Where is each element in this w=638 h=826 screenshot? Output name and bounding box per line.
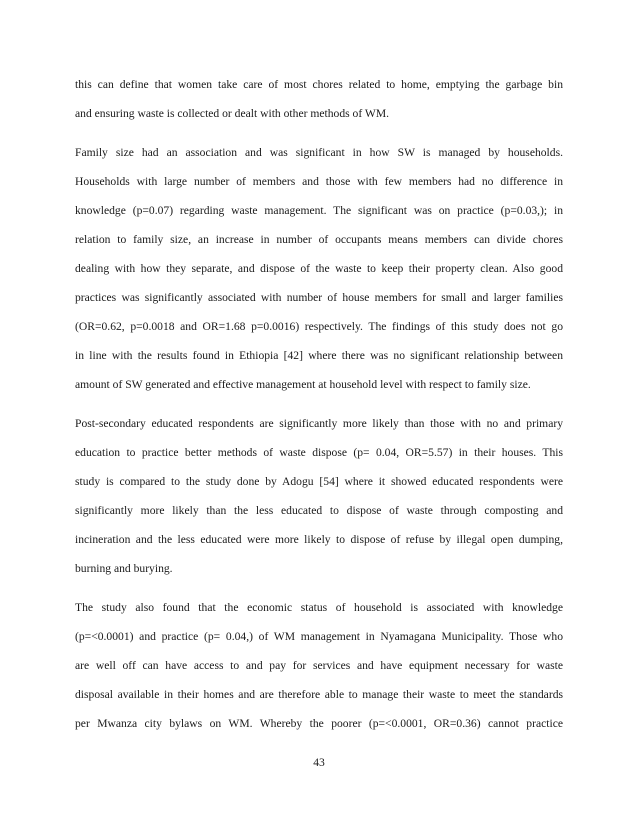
text-line: study is compared to the study done by Adogu [54] where it showed educated respondents were [75, 475, 563, 488]
text-line: in line with the results found in Ethiopia [42] where there was no significant relationship between [75, 349, 563, 362]
text-line: (OR=0.62, p=0.0018 and OR=1.68 p=0.0016) respectively. The findings of this study does not go [75, 320, 563, 333]
text-line: burning and burying. [75, 562, 173, 575]
page-number: 43 [313, 756, 325, 769]
text-line: this can define that women take care of most chores related to home, emptying the garbage bin [75, 78, 563, 91]
paragraph-education [75, 409, 563, 583]
text-line: Post-secondary educated respondents are significantly more likely than those with no and primary [75, 417, 563, 430]
text-line: amount of SW generated and effective management at household level with respect to family size. [75, 378, 531, 391]
text-line: The study also found that the economic status of household is associated with knowledge [75, 601, 563, 614]
text-line: relation to family size, an increase in number of occupants means members can divide chores [75, 233, 563, 246]
text-line: are well off can have access to and pay for services and have equipment necessary for waste [75, 659, 563, 672]
paragraph-family-size [75, 138, 563, 399]
text-line: incineration and the less educated were more likely to dispose of refuse by illegal open dumping, [75, 533, 563, 546]
text-line: significantly more likely than the less educated to dispose of waste through composting and [75, 504, 563, 517]
text-line: practices was significantly associated with number of house members for small and larger families [75, 291, 563, 304]
text-line: Households with large number of members and those with few members had no difference in [75, 175, 563, 188]
text-line: disposal available in their homes and are therefore able to manage their waste to meet the standards [75, 688, 563, 701]
text-line: Family size had an association and was significant in how SW is managed by households. [75, 146, 563, 159]
body-text [75, 70, 563, 748]
text-line: per Mwanza city bylaws on WM. Whereby the poorer (p=<0.0001, OR=0.36) cannot practice [75, 717, 563, 730]
text-line: (p=<0.0001) and practice (p= 0.04,) of WM management in Nyamagana Municipality. Those who [75, 630, 563, 643]
paragraph-economic-status [75, 593, 563, 738]
text-line: knowledge (p=0.07) regarding waste management. The significant was on practice (p=0.03,); in [75, 204, 563, 217]
paragraph-women-chores [75, 70, 563, 128]
text-line: and ensuring waste is collected or dealt with other methods of WM. [75, 107, 390, 120]
text-line: education to practice better methods of waste dispose (p= 0.04, OR=5.57) in their houses. This [75, 446, 563, 459]
text-line: dealing with how they separate, and dispose of the waste to keep their property clean. Also good [75, 262, 563, 275]
